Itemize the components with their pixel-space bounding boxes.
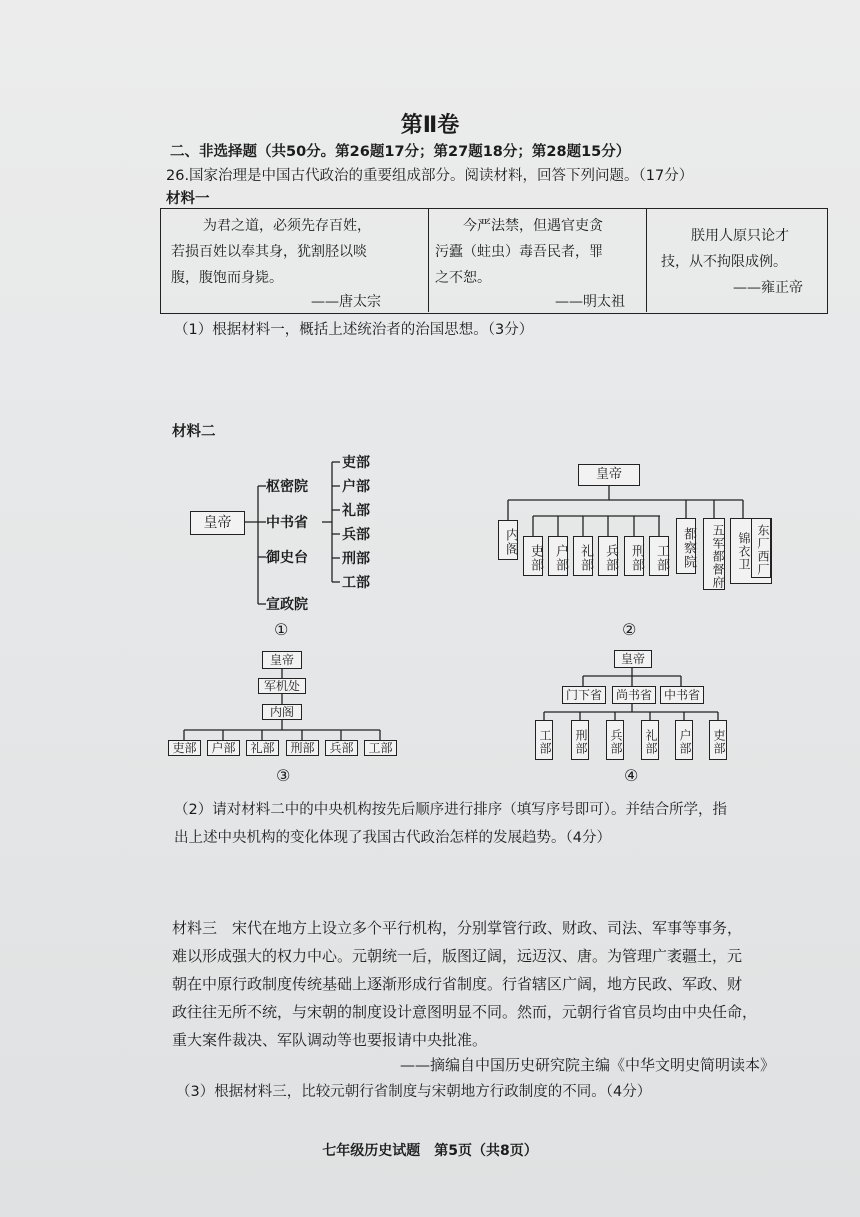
d3-ministry-box: 吏部: [168, 740, 201, 756]
material-3-line: 朝在中原行政制度传统基础上逐渐形成行省制度。行省辖区广阔，地方民政、军政、财: [172, 975, 743, 993]
quote-line: 若损百姓以奉其身，犹割胫以啖: [171, 244, 367, 260]
d1-mid-item: 中书省: [266, 515, 308, 531]
d3-top-box: 皇帝: [262, 651, 302, 669]
d4-ministry-box: 刑部: [571, 720, 589, 760]
d1-ministry: 礼部: [342, 503, 370, 519]
question-1: （1）根据材料一，概括上述统治者的治国思想。（3分）: [174, 322, 534, 338]
d1-ministry: 工部: [342, 575, 370, 591]
d2-item: 锦衣卫: [737, 531, 751, 571]
d3-top-box: 军机处: [258, 678, 306, 694]
d2-item-box: 都察院: [676, 518, 696, 574]
d2-item-box: 户部: [548, 536, 568, 576]
d2-item-box: 工部: [649, 536, 669, 576]
material-3-line: 难以形成强大的权力中心。元朝统一后，版图辽阔，远迈汉、唐。为管理广袤疆土，元: [172, 947, 743, 965]
question-26: 26.国家治理是中国古代政治的重要组成部分。阅读材料，回答下列问题。（17分）: [166, 168, 694, 184]
d2-item: 东厂西厂: [751, 518, 771, 578]
d1-number: ①: [274, 620, 289, 639]
quote-line: 技，从不拘限成例。: [661, 254, 787, 270]
d1-mid-item: 枢密院: [266, 479, 308, 495]
material-3-line: 政往往无所不统，与宋朝的制度设计意图明显不同。然而，元朝行省官员均由中央任命，: [172, 1003, 758, 1021]
d2-item-box: 刑部: [624, 536, 644, 576]
question-3: （3）根据材料三，比较元朝行省制度与宋朝地方行政制度的不同。（4分）: [176, 1084, 652, 1100]
d3-ministry-box: 工部: [364, 740, 397, 756]
d1-ministry: 兵部: [342, 527, 370, 543]
d4-ministry-box: 礼部: [641, 720, 659, 760]
question-2-line: （2）请对材料二中的中央机构按先后顺序进行排序（填写序号即可）。并结合所学，指: [174, 802, 727, 818]
d2-item-box: 内阁: [498, 520, 518, 560]
material-3-line: 重大案件裁决、军队调动等也要报请中央批准。: [172, 1031, 488, 1049]
d4-ministry-box: 工部: [535, 720, 553, 760]
question-2-line: 出上述中央机构的变化体现了我国古代政治怎样的发展趋势。（4分）: [174, 830, 611, 846]
quote-line: 之不恕。: [435, 270, 491, 286]
quote-line: 今严法禁，但遇官吏贪: [463, 218, 603, 234]
d3-ministry-box: 刑部: [286, 740, 319, 756]
d3-ministry-box: 礼部: [246, 740, 279, 756]
d1-mid-item: 宣政院: [266, 597, 308, 613]
d3-ministry-box: 户部: [207, 740, 240, 756]
d2-item-box: 兵部: [598, 536, 618, 576]
material-1-label: 材料一: [166, 191, 210, 207]
page-footer: 七年级历史试题 第5页（共8页）: [322, 1143, 538, 1159]
d1-ministry: 户部: [342, 479, 370, 495]
d4-ministry-box: 户部: [675, 720, 693, 760]
d4-mid-box: 门下省: [562, 686, 606, 704]
d4-mid-box: 中书省: [660, 686, 704, 704]
quote-author: ——唐太宗: [311, 294, 381, 310]
d2-number: ②: [622, 620, 637, 639]
quote-author: ——明太祖: [555, 294, 625, 310]
material-2-label: 材料二: [172, 424, 216, 440]
quote-line: 朕用人原只论才: [691, 228, 789, 244]
d2-item-box: 五军都督府: [703, 518, 725, 590]
d4-mid-box: 尚书省: [612, 686, 656, 704]
material-3-line: 材料三 宋代在地方上设立多个平行机构，分别掌管行政、财政、司法、军事等事务，: [172, 919, 743, 937]
d1-ministry: 吏部: [342, 455, 370, 471]
quote-line: 为君之道，必须先存百姓，: [203, 218, 371, 234]
quote-author: ——雍正帝: [733, 280, 803, 296]
d3-top-box: 内阁: [262, 704, 302, 720]
d2-item-box: 吏部: [523, 536, 543, 576]
quote-line: 腹，腹饱而身毙。: [171, 270, 283, 286]
material-3: [172, 914, 757, 1054]
d4-number: ④: [624, 766, 639, 785]
d3-ministry-box: 兵部: [325, 740, 358, 756]
section-heading: 二、非选择题（共50分。第26题17分；第27题18分；第28题15分）: [170, 144, 631, 160]
d2-item-box: 礼部: [573, 536, 593, 576]
quote-line: 污蠹（蛀虫）毒吾民者，罪: [435, 244, 603, 260]
d1-ministry: 刑部: [342, 551, 370, 567]
question-2: [174, 796, 727, 852]
d2-emperor-box: 皇帝: [578, 464, 640, 486]
material-3-source: ——摘编自中国历史研究院主编《中华文明史简明读本》: [400, 1056, 776, 1074]
d1-emperor-box: 皇帝: [190, 511, 245, 535]
d4-ministry-box: 吏部: [709, 720, 727, 760]
d3-number: ③: [276, 766, 291, 785]
page-title: 第Ⅱ卷: [400, 113, 460, 138]
d2-right-group: [730, 518, 772, 584]
d4-ministry-box: 兵部: [606, 720, 624, 760]
d4-emperor-box: 皇帝: [614, 650, 652, 668]
d1-mid-item: 御史台: [266, 550, 308, 566]
